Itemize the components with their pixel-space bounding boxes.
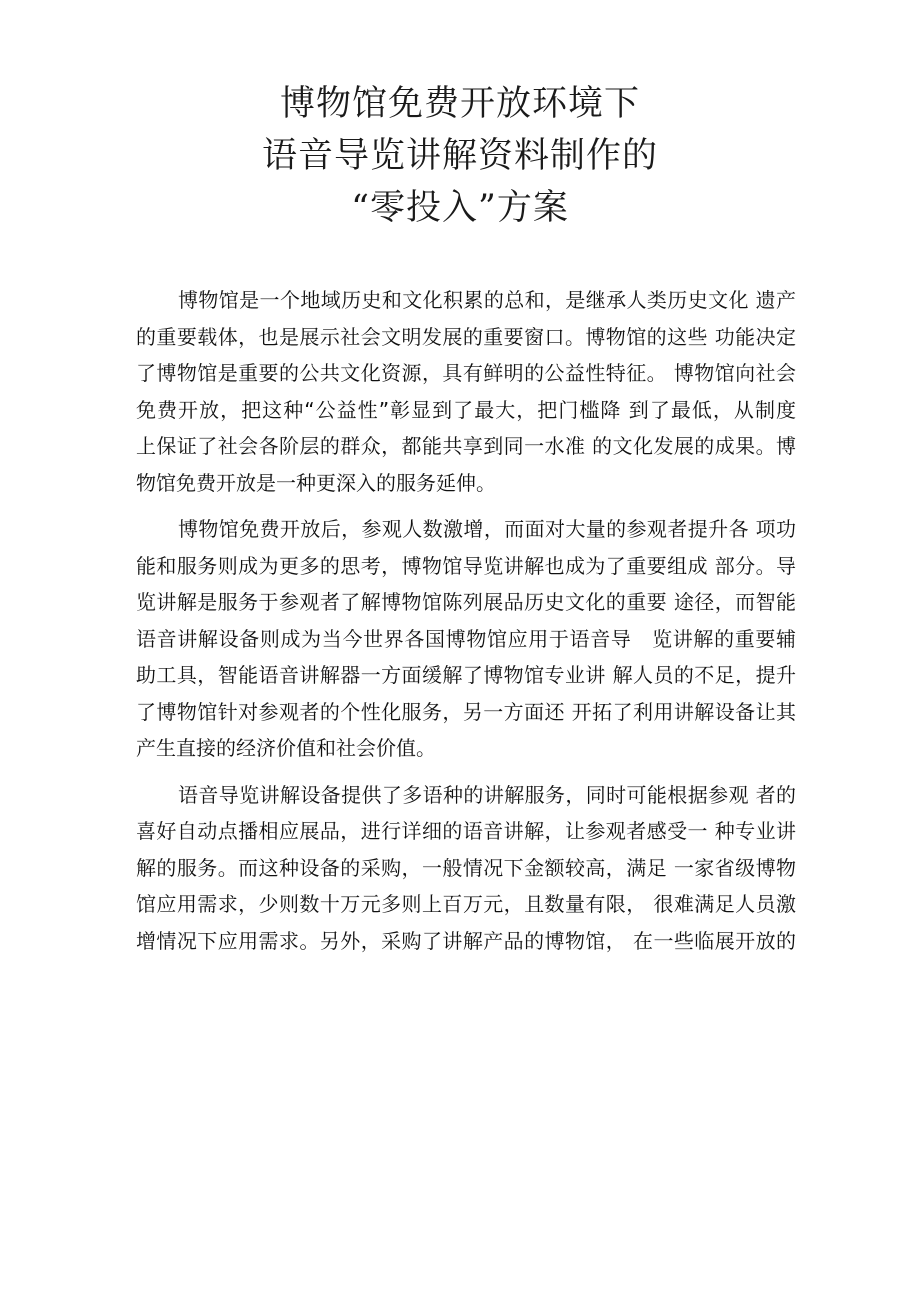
paragraph-line: 了博物馆针对参观者的个性化服务，另一方面还 开拓了利用讲解设备让其	[136, 699, 796, 724]
paragraph-1	[136, 282, 796, 501]
paragraph-line: 免费开放，把这种“公益性”彰显到了最大，把门槛降 到了最低，从制度	[136, 397, 796, 422]
paragraph-line: 馆应用需求，少则数十万元多则上百万元，且数量有限， 很难满足人员激	[136, 892, 796, 916]
paragraph-line: 喜好自动点播相应展品，进行详细的语音讲解，让参观者感受一 种专业讲	[136, 819, 796, 843]
paragraph-line: 博物馆免费开放后，参观人数激增，而面对大量的参观者提升各 项功	[178, 517, 796, 541]
paragraph-line: 上保证了社会各阶层的群众，都能共享到同一水准 的文化发展的成果。博	[136, 434, 796, 458]
paragraph-line: 博物馆是一个地域历史和文化积累的总和，是继承人类历史文化 遗产	[178, 288, 796, 312]
paragraph-3	[136, 777, 796, 960]
paragraph-line: 解的服务。而这种设备的采购，一般情况下金额较高，满足 一家省级博物	[136, 855, 796, 880]
document-body	[136, 282, 796, 969]
paragraph-line: 增情况下应用需求。另外，采购了讲解产品的博物馆， 在一些临展开放的	[136, 928, 796, 953]
title-line-2: 语音导览讲解资料制作的	[261, 136, 658, 176]
paragraph-line: 览讲解是服务于参观者了解博物馆陈列展品历史文化的重要 途径，而智能	[136, 590, 796, 614]
paragraph-line: 语音讲解设备则成为当今世界各国博物馆应用于语音导 览讲解的重要辅	[136, 626, 796, 651]
title-line-1: 博物馆免费开放环境下	[279, 84, 640, 124]
paragraph-line: 助工具，智能语音讲解器一方面缓解了博物馆专业讲 解人员的不足，提升	[136, 663, 796, 687]
paragraph-line: 能和服务则成为更多的思考，博物馆导览讲解也成为了重要组成 部分。导	[136, 553, 796, 578]
paragraph-line: 语音导览讲解设备提供了多语种的讲解服务，同时可能根据参观 者的	[178, 782, 796, 807]
title-line-3: “零投入”方案	[351, 188, 569, 228]
paragraph-line: 了博物馆是重要的公共文化资源，具有鲜明的公益性特征。 博物馆向社会	[136, 361, 796, 385]
paragraph-line: 物馆免费开放是一种更深入的服务延伸。	[136, 470, 496, 495]
paragraph-line: 产生直接的经济价值和社会价值。	[136, 736, 436, 760]
paragraph-2	[136, 511, 796, 767]
paragraph-line: 的重要载体，也是展示社会文明发展的重要窗口。博物馆的这些 功能决定	[136, 324, 796, 349]
document-title	[0, 78, 920, 234]
